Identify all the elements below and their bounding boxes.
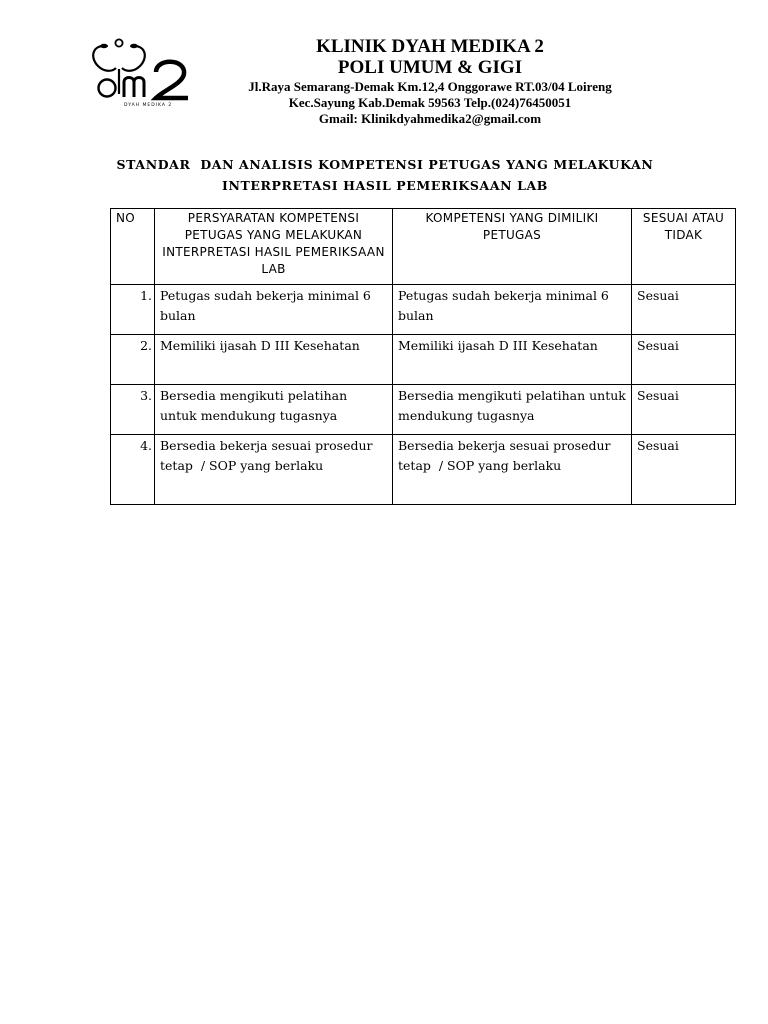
document-title-line-1: STANDAR DAN ANALISIS KOMPETENSI PETUGAS YANG MELAKUKAN — [116, 157, 654, 172]
clinic-address-line-1: Jl.Raya Semarang-Demak Km.12,4 Onggorawe RT.03/04 Loireng — [248, 79, 612, 94]
row-number: 3. — [111, 385, 155, 435]
clinic-logo — [82, 36, 212, 110]
row-competence: Bersedia bekerja sesuai prosedur tetap / SOP yang berlaku — [393, 435, 632, 505]
document-title-line-2: INTERPRETASI HASIL PEMERIKSAAN LAB — [222, 178, 548, 193]
table-header-row — [111, 209, 736, 285]
clinic-address-line-2: Kec.Sayung Kab.Demak 59563 Telp.(024)76450051 — [288, 95, 572, 110]
table-row — [111, 285, 736, 335]
row-number: 4. — [111, 435, 155, 505]
table-row — [111, 435, 736, 505]
stethoscope-logo-icon — [82, 36, 212, 110]
row-requirement: Bersedia mengikuti pelatihan untuk mendukung tugasnya — [155, 385, 393, 435]
logo-caption: DYAH MEDIKA 2 — [124, 103, 173, 108]
table-row — [111, 335, 736, 385]
row-match: Sesuai — [632, 285, 736, 335]
row-number: 1. — [111, 285, 155, 335]
table-row — [111, 385, 736, 435]
clinic-department: POLI UMUM & GIGI — [337, 57, 523, 78]
header-competence: KOMPETENSI YANG DIMILIKI PETUGAS — [393, 209, 632, 285]
header-no: NO — [111, 209, 155, 285]
header-match: SESUAI ATAU TIDAK — [632, 209, 736, 285]
row-match: Sesuai — [632, 435, 736, 505]
row-number: 2. — [111, 335, 155, 385]
row-requirement: Bersedia bekerja sesuai prosedur tetap / SOP yang berlaku — [155, 435, 393, 505]
row-match: Sesuai — [632, 385, 736, 435]
competency-table — [110, 208, 736, 505]
row-competence: Memiliki ijasah D III Kesehatan — [393, 335, 632, 385]
header-requirement: PERSYARATAN KOMPETENSI PETUGAS YANG MELAKUKAN INTERPRETASI HASIL PEMERIKSAAN LAB — [155, 209, 393, 285]
clinic-email: Gmail: Klinikdyahmedika2@gmail.com — [318, 111, 542, 126]
row-competence: Bersedia mengikuti pelatihan untuk mendukung tugasnya — [393, 385, 632, 435]
row-requirement: Petugas sudah bekerja minimal 6 bulan — [155, 285, 393, 335]
clinic-name: KLINIK DYAH MEDIKA 2 — [316, 36, 544, 57]
row-requirement: Memiliki ijasah D III Kesehatan — [155, 335, 393, 385]
row-competence: Petugas sudah bekerja minimal 6 bulan — [393, 285, 632, 335]
row-match: Sesuai — [632, 335, 736, 385]
